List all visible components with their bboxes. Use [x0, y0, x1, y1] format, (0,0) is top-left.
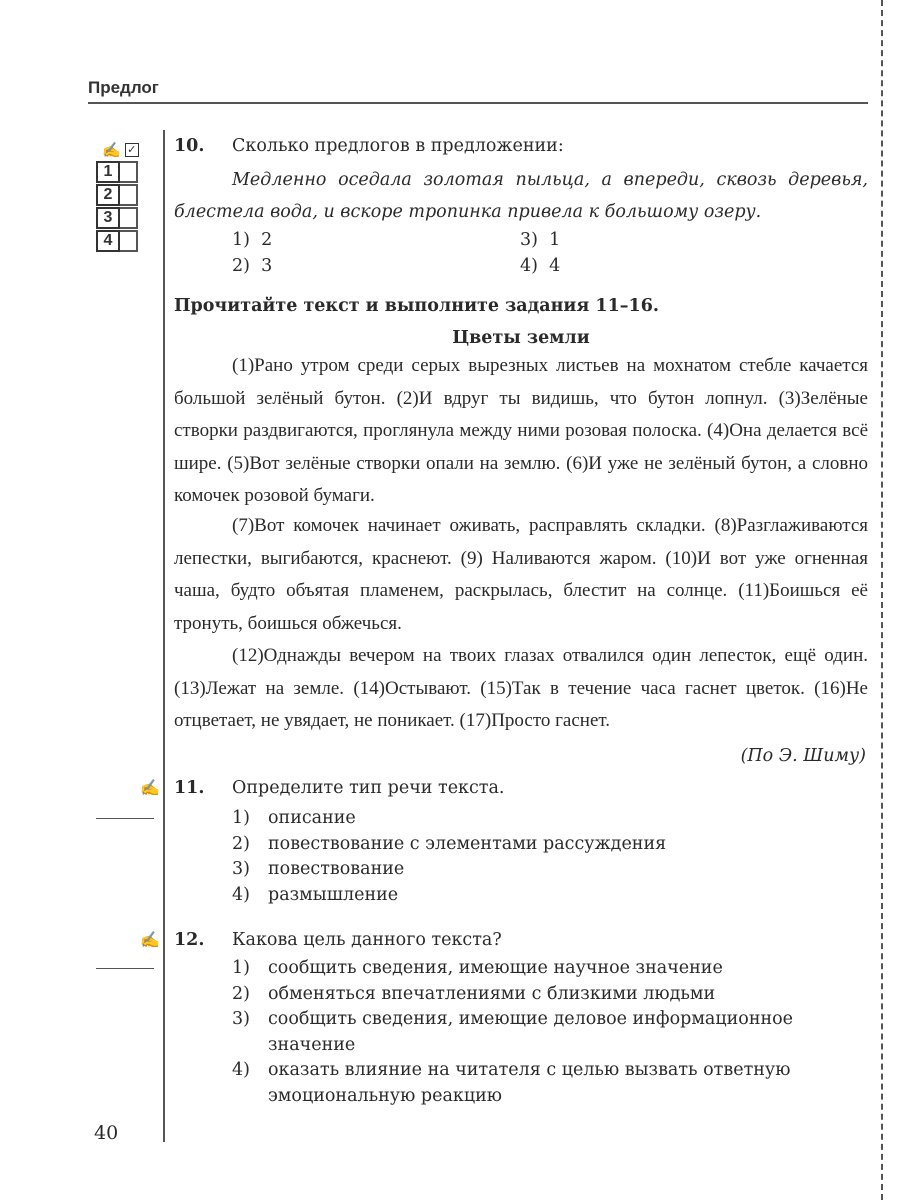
option: [232, 956, 872, 982]
option: [232, 1007, 872, 1058]
option-text: размышление: [268, 884, 399, 905]
instruction: Прочитайте текст и выполните задания 11–16.: [174, 296, 659, 316]
question-number: 10.: [174, 136, 205, 156]
option-text: обменяться впечатлениями с близкими людьми: [268, 983, 716, 1004]
question-prompt: Сколько предлогов в предложении:: [232, 136, 564, 156]
pen-icon: ✍: [140, 930, 160, 949]
story-title: Цветы земли: [452, 328, 590, 348]
option: [232, 256, 272, 276]
option-text: сообщить сведения, имеющие деловое информационное значение: [268, 1009, 794, 1055]
story-author: (По Э. Шиму): [740, 746, 866, 766]
answer-number: 2: [96, 184, 120, 206]
option-text: 3: [261, 256, 273, 276]
option-text: повествование: [268, 859, 405, 879]
option-number: 3): [232, 859, 250, 879]
answer-checkbox[interactable]: [120, 161, 138, 183]
options-list: [232, 956, 872, 1109]
story-paragraph: (12)Однажды вечером на твоих глазах отвалился один лепесток, ещё один. (13)Лежат на земле. (14)Остывают. (15)Так в течение часа гаснет цветок. (16)Не отцветает, не увядает, не поникает. (17)Просто гаснет.: [174, 645, 868, 731]
question-prompt: Определите тип речи текста.: [232, 778, 505, 798]
option-text: описание: [268, 808, 356, 828]
answer-checkbox[interactable]: [120, 184, 138, 206]
option-text: 1: [549, 230, 561, 250]
option: [232, 230, 272, 250]
answer-checkbox[interactable]: [120, 230, 138, 252]
option-number: 2): [232, 983, 250, 1004]
answer-row[interactable]: [96, 161, 146, 183]
options-list: [232, 806, 872, 908]
answer-line-q12[interactable]: [96, 968, 154, 969]
option-number: 4): [232, 1060, 250, 1080]
option: [232, 1058, 872, 1109]
answer-line-q11[interactable]: [96, 818, 154, 819]
answer-row[interactable]: [96, 184, 146, 206]
question-prompt: Какова цель данного текста?: [232, 930, 502, 950]
option: [520, 256, 560, 276]
answer-row[interactable]: [96, 230, 146, 252]
option-number: 1): [232, 230, 250, 250]
option: [232, 857, 872, 883]
answer-row[interactable]: [96, 207, 146, 229]
header-rule: [88, 102, 868, 104]
margin-rule: [163, 130, 165, 1142]
option-text: оказать влияние на читателя с целью вызвать ответную эмоциональную реакцию: [268, 1060, 791, 1106]
section-title: Предлог: [88, 78, 159, 97]
option-number: 4): [232, 884, 250, 905]
option-number: 3): [520, 230, 538, 250]
answer-number: 1: [96, 161, 120, 183]
option: [232, 832, 872, 858]
option-number: 3): [232, 1009, 250, 1029]
option-number: 2): [232, 833, 250, 854]
option-number: 4): [520, 256, 538, 276]
option-text: сообщить сведения, имеющие научное значение: [268, 958, 723, 978]
pen-icon: ✍: [140, 778, 160, 797]
answer-number: 4: [96, 230, 120, 252]
option: [232, 982, 872, 1008]
page-number: 40: [94, 1122, 119, 1144]
option-text: 2: [261, 230, 273, 250]
story-paragraph: (1)Рано утром среди серых вырезных листьев на мохнатом стебле качается большой зелёный бутон. (2)И вдруг ты видишь, что бутон лопнул. (3)Зелёные створки раздвигаются, проглянула между ними розовая полоска. (4)Она делается всё шире. (5)Вот зелёные створки опали на землю. (6)И уже не зелёный бутон, а словно комочек розовой бумаги.: [174, 355, 868, 506]
story-paragraph: (7)Вот комочек начинает оживать, расправлять складки. (8)Разглаживаются лепестки, выгибаются, краснеют. (9) Наливаются жаром. (10)И вот уже огненная чаша, будто объятая пламенем, раскрылась, блестит на солнце. (11)Боишься её тронуть, боишься обжечься.: [174, 515, 868, 634]
pen-icon: ✍: [102, 140, 121, 159]
question-number: 12.: [174, 930, 205, 950]
page-header: [88, 78, 868, 104]
option: [232, 883, 872, 909]
option-number: 1): [232, 958, 250, 978]
question-sentence: Медленно оседала золотая пыльца, а впереди, сквозь деревья, блестела вода, и вскоре тропинка привела к большому озеру.: [174, 170, 868, 222]
answer-checkbox[interactable]: [120, 207, 138, 229]
option-text: 4: [549, 256, 561, 276]
checkbox-icon: ✓: [125, 143, 139, 157]
option: [232, 806, 872, 832]
option: [520, 230, 560, 250]
option-number: 2): [232, 256, 250, 276]
option-text: повествование с элементами рассуждения: [268, 833, 667, 854]
answer-box-q10: [96, 140, 146, 252]
question-number: 11.: [174, 778, 205, 798]
page-cut-line: [881, 0, 883, 1200]
answer-number: 3: [96, 207, 120, 229]
option-number: 1): [232, 808, 250, 828]
